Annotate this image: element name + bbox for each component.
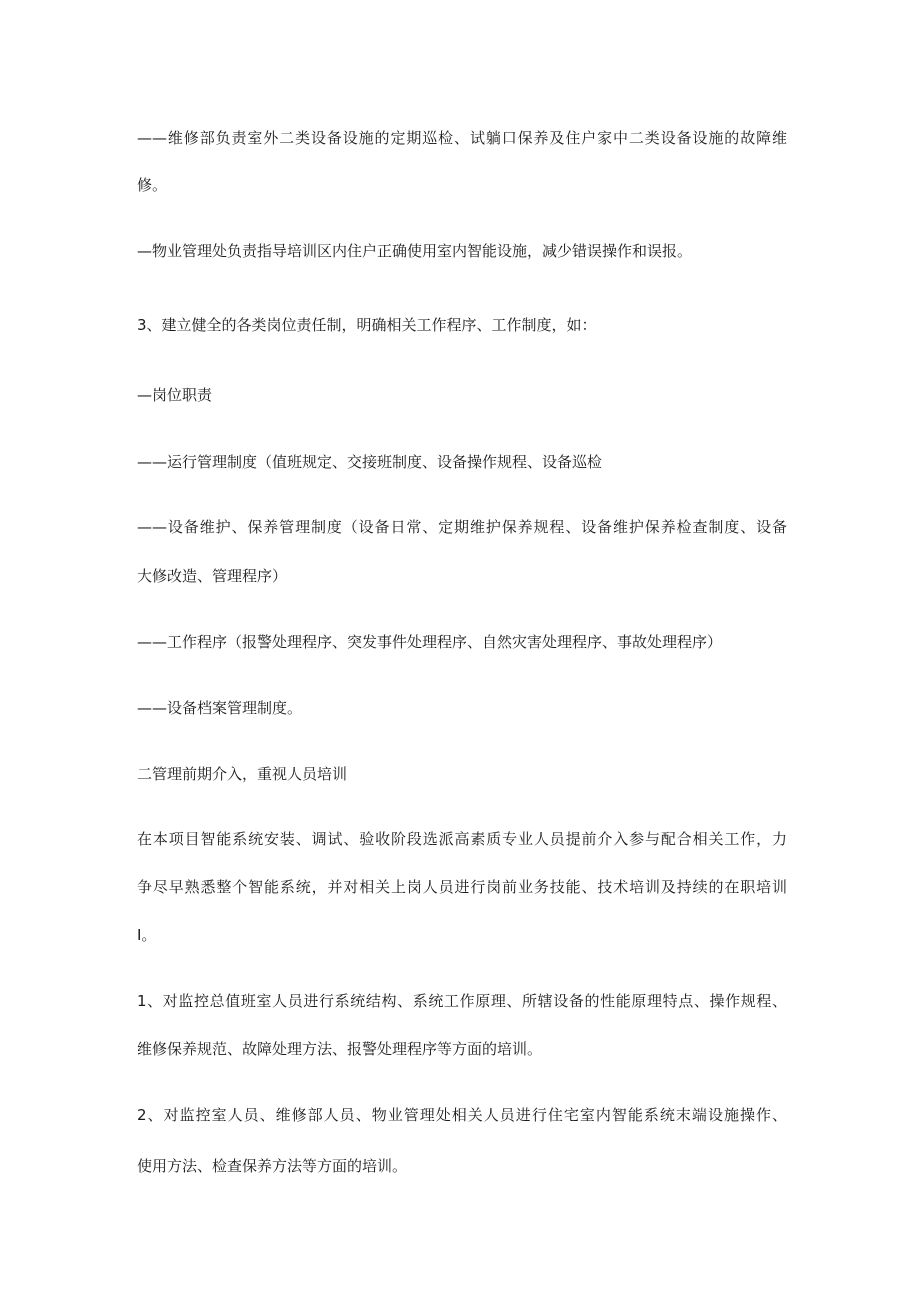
paragraph-5: ——运行管理制度（值班规定、交接班制度、设备操作规程、设备巡检: [137, 453, 603, 471]
paragraph-6-line-1: ——设备维护、保养管理制度（设备日常、定期维护保养规程、设备维护保养检查制度、设备: [137, 518, 787, 536]
paragraph-3-heading: 3、建立健全的各类岗位责任制，明确相关工作程序、工作制度，如：: [137, 316, 597, 334]
paragraph-1-line-1: ——维修部负责室外二类设备设施的定期巡检、试躺口保养及住户家中二类设备设施的故障维: [137, 129, 787, 147]
paragraph-1-line-2: 修。: [137, 176, 168, 194]
paragraph-11-line-1: 1、对监控总值班室人员进行系统结构、系统工作原理、所辖设备的性能原理特点、操作规程、: [137, 992, 787, 1010]
paragraph-2: —物业管理处负责指导培训区内住户正确使用室内智能设施，减少错误操作和误报。: [137, 242, 693, 260]
paragraph-10-line-1: 在本项目智能系统安装、调试、验收阶段选派高素质专业人员提前介入参与配合相关工作，力: [137, 830, 787, 848]
paragraph-10-line-3: I。: [137, 926, 157, 944]
paragraph-12-line-2: 使用方法、检查保养方法等方面的培训。: [137, 1157, 408, 1175]
paragraph-10-line-2: 争尽早熟悉整个智能系统，并对相关上岗人员进行岗前业务技能、技术培训及持续的在职培训: [137, 878, 787, 896]
paragraph-8: ——设备档案管理制度。: [137, 699, 303, 717]
section-heading: 二管理前期介入，重视人员培训: [137, 765, 348, 783]
paragraph-12-line-1: 2、对监控室人员、维修部人员、物业管理处相关人员进行住宅室内智能系统末端设施操作、: [137, 1106, 787, 1124]
paragraph-4: —岗位职责: [137, 386, 213, 404]
paragraph-7: ——工作程序（报警处理程序、突发事件处理程序、自然灾害处理程序、事故处理程序）: [137, 633, 723, 651]
paragraph-6-line-2: 大修改造、管理程序）: [137, 567, 288, 585]
paragraph-11-line-2: 维修保养规范、故障处理方法、报警处理程序等方面的培训。: [137, 1040, 543, 1058]
